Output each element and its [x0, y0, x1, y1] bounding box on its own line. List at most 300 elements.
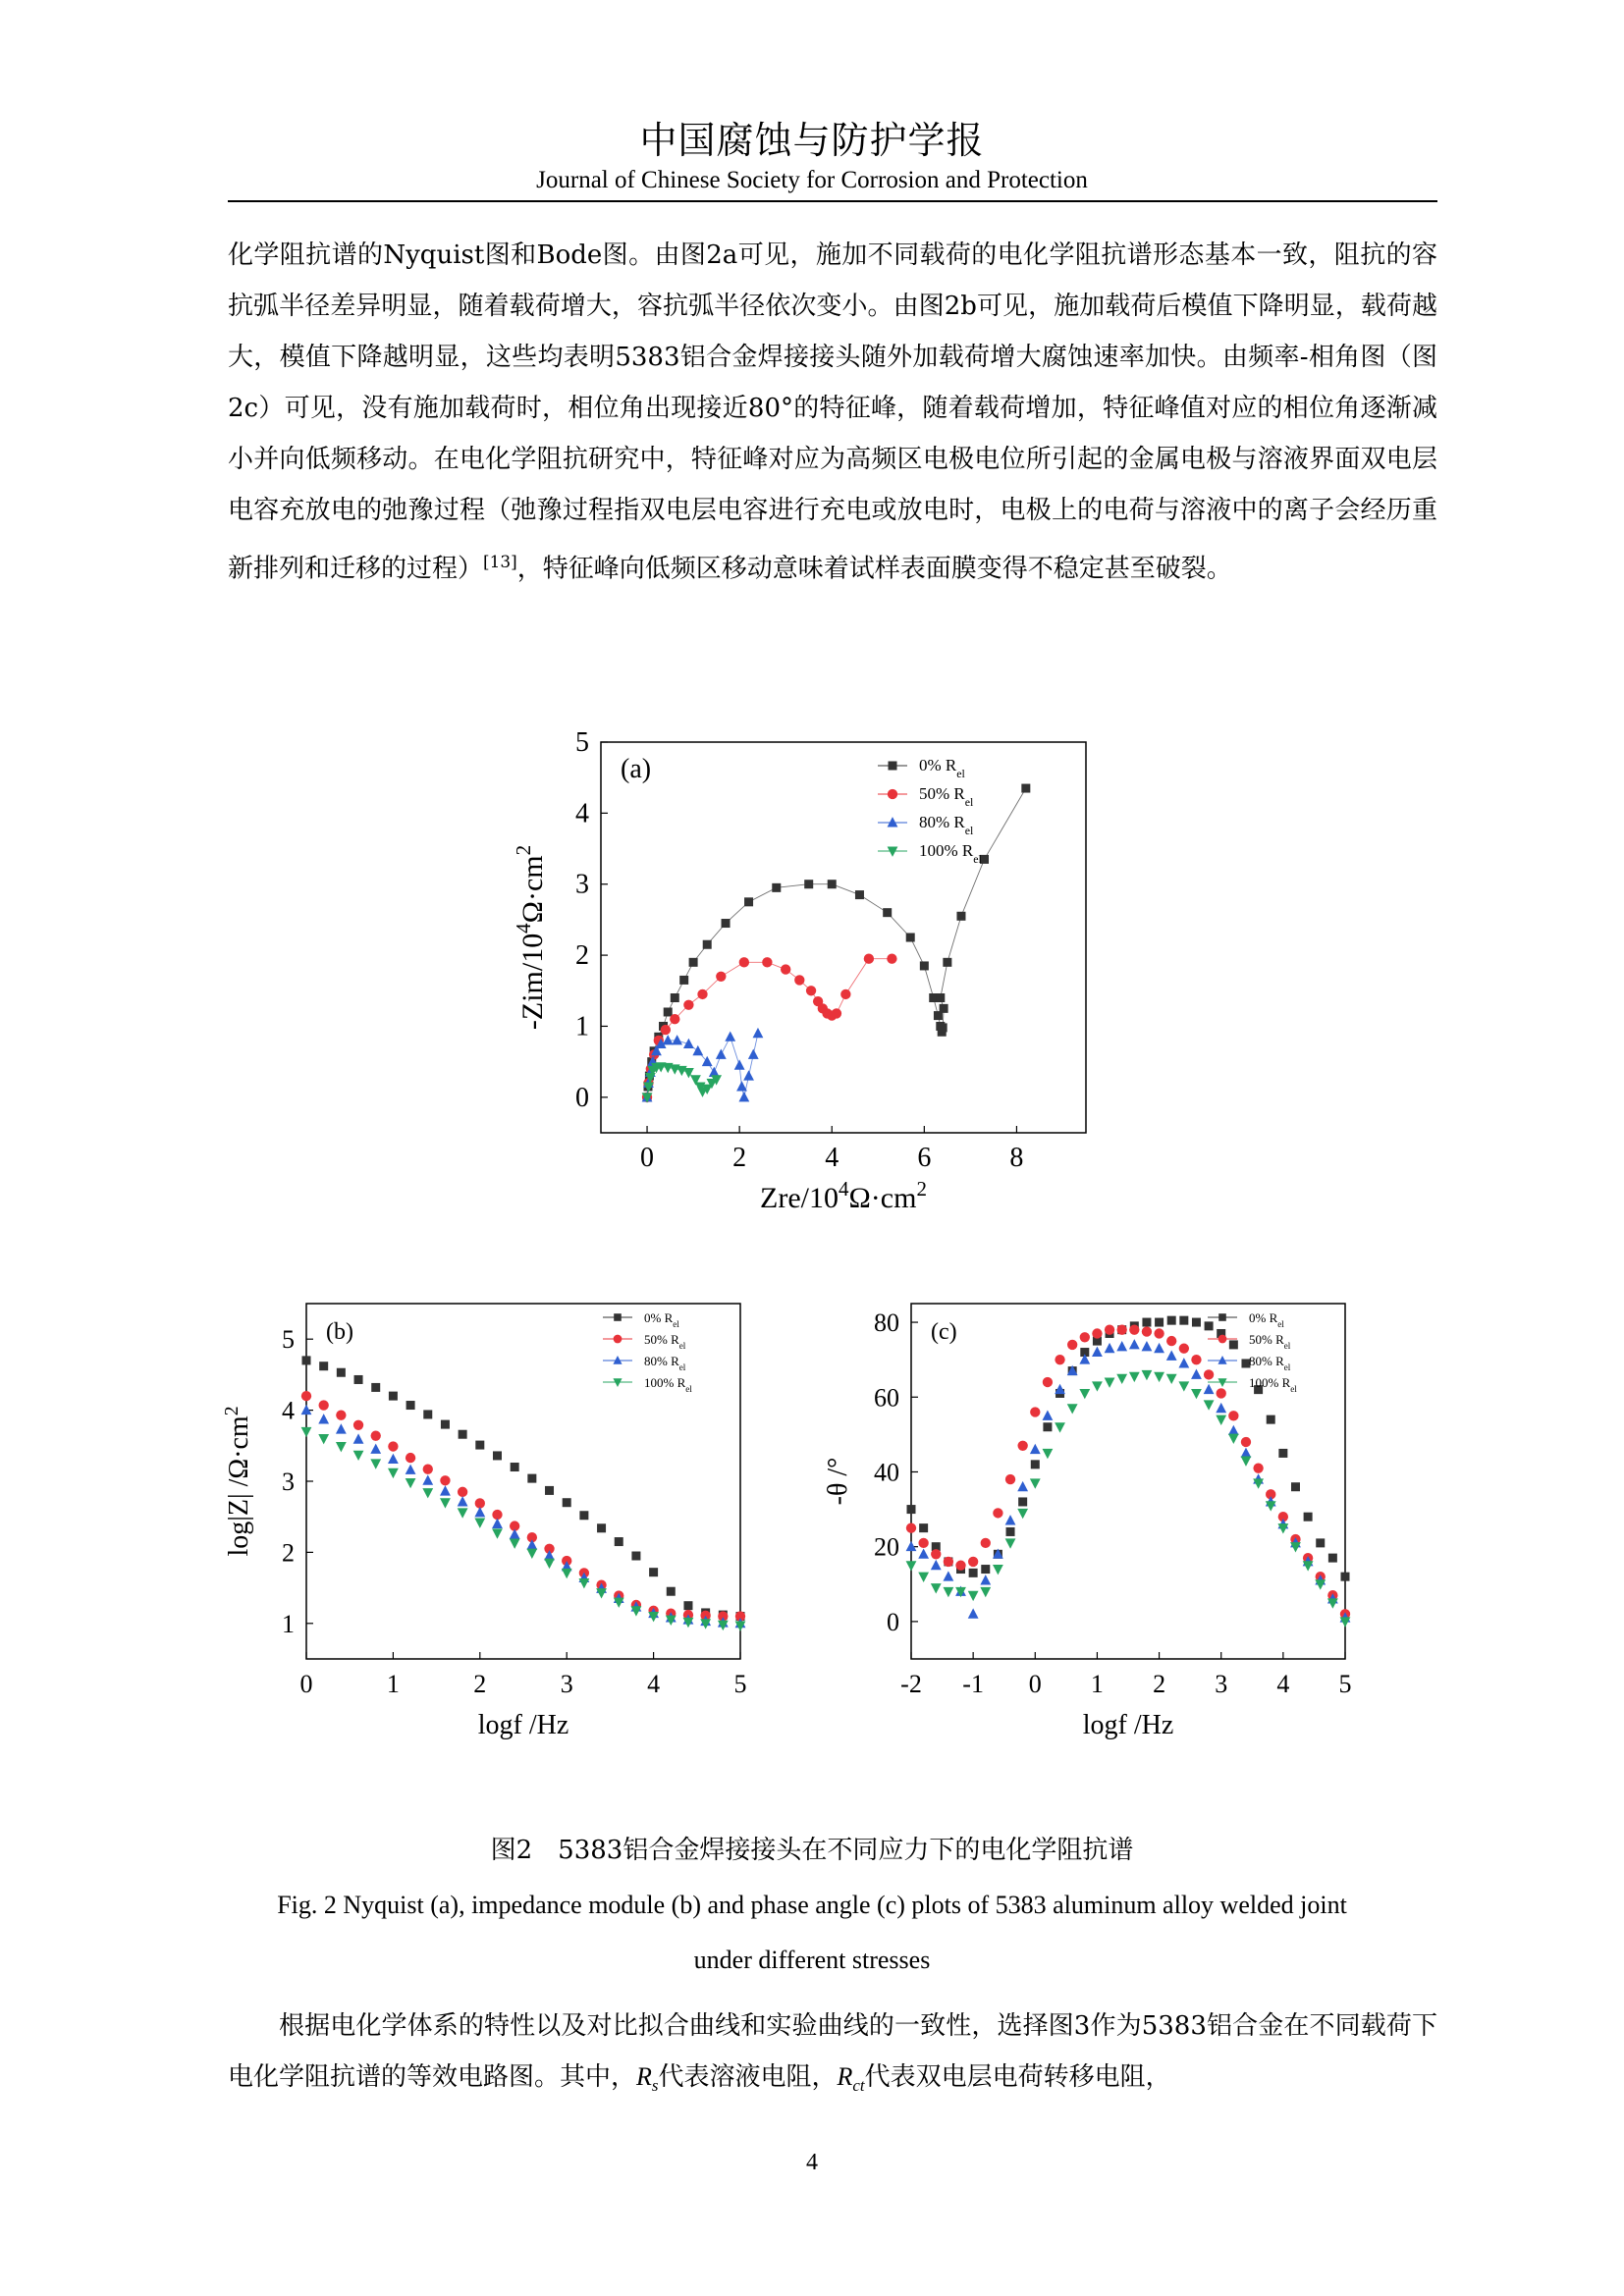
y-axis-label: log|Z| $/\Omega\cdot cm^2$	[221, 1406, 254, 1557]
data-point	[781, 964, 790, 974]
data-point	[939, 1023, 947, 1032]
data-point	[1043, 1449, 1054, 1459]
y-tick-label: 2	[575, 940, 589, 972]
data-point	[1092, 1328, 1102, 1338]
x-tick-label: 8	[1009, 1143, 1024, 1173]
data-point	[1092, 1381, 1103, 1391]
data-point	[370, 1459, 381, 1468]
legend-marker	[888, 847, 898, 857]
data-point	[545, 1486, 554, 1495]
data-point	[919, 1523, 928, 1532]
data-point	[918, 1538, 928, 1548]
data-point	[510, 1538, 520, 1548]
y-axis-label: -θ /°	[823, 1457, 853, 1506]
data-point	[389, 1392, 398, 1401]
data-point	[980, 1575, 991, 1584]
data-point	[388, 1468, 399, 1478]
data-point	[1328, 1554, 1337, 1563]
legend-marker	[888, 789, 897, 799]
data-point	[1179, 1316, 1188, 1325]
x-tick-label: 0	[1028, 1670, 1042, 1698]
data-point	[918, 1548, 929, 1558]
legend-marker	[889, 762, 897, 771]
figure-2	[0, 717, 1624, 1806]
symbol-rs	[636, 2062, 659, 2096]
data-point	[1154, 1343, 1164, 1353]
x-tick-label: 4	[647, 1670, 661, 1698]
data-point	[1228, 1411, 1238, 1420]
data-point	[981, 1565, 990, 1574]
paragraph-2	[228, 2001, 1437, 2111]
legend-entry	[878, 813, 974, 837]
x-tick-label: 3	[560, 1670, 573, 1698]
data-point	[527, 1474, 536, 1483]
data-point	[670, 1014, 679, 1024]
data-point	[440, 1498, 451, 1508]
x-tick-label: 2	[1153, 1670, 1166, 1698]
data-point	[832, 1008, 841, 1018]
x-tick-label: 5	[1338, 1670, 1352, 1698]
data-point	[1191, 1389, 1202, 1399]
data-point	[371, 1430, 381, 1440]
data-point	[772, 883, 781, 892]
data-point	[722, 919, 731, 928]
legend-label: 50% $R_{el}$	[919, 784, 974, 809]
data-point	[1067, 1340, 1077, 1350]
data-point	[353, 1420, 363, 1430]
data-point	[683, 1601, 692, 1610]
x-tick-label: 0	[299, 1670, 313, 1698]
data-point	[1229, 1340, 1238, 1349]
data-point	[993, 1565, 1003, 1575]
data-point	[510, 1528, 520, 1538]
data-point	[1241, 1437, 1251, 1447]
data-point	[743, 1070, 754, 1080]
data-point	[955, 1561, 965, 1571]
data-point	[406, 1453, 415, 1463]
data-point	[716, 972, 726, 982]
data-point	[1142, 1341, 1153, 1351]
data-point	[440, 1485, 451, 1495]
data-point	[1031, 1460, 1040, 1468]
data-point	[318, 1414, 329, 1423]
data-point	[336, 1442, 347, 1452]
data-point	[661, 1025, 671, 1035]
data-point	[1017, 1509, 1028, 1519]
data-point	[1291, 1482, 1300, 1491]
data-point	[738, 1092, 749, 1101]
data-point	[804, 880, 813, 888]
data-point	[1021, 784, 1030, 793]
data-point	[943, 1587, 953, 1597]
panel-label: (c)	[931, 1319, 957, 1345]
data-point	[943, 958, 951, 967]
data-point	[301, 1391, 311, 1401]
data-point	[354, 1375, 363, 1384]
data-point	[319, 1400, 329, 1410]
data-point	[579, 1511, 588, 1520]
data-point	[683, 1039, 694, 1048]
data-point	[1080, 1332, 1090, 1342]
journal-title-en: Journal of Chinese Society for Corrosion and Protection	[536, 167, 1088, 193]
y-tick-label: 20	[874, 1532, 899, 1562]
chart-panel-c	[823, 1304, 1352, 1740]
data-point	[968, 1608, 979, 1618]
data-point	[993, 1508, 1002, 1518]
data-point	[1178, 1358, 1189, 1367]
data-point	[1155, 1318, 1164, 1327]
data-point	[1192, 1318, 1201, 1327]
data-point	[943, 1571, 953, 1580]
y-tick-label: 5	[282, 1325, 295, 1355]
data-point	[864, 954, 874, 964]
data-point	[1267, 1415, 1275, 1424]
y-tick-label: 0	[575, 1082, 589, 1113]
data-point	[679, 976, 688, 985]
data-point	[940, 1004, 948, 1013]
x-tick-label: -1	[962, 1670, 984, 1698]
data-point	[336, 1410, 346, 1419]
data-point	[406, 1401, 415, 1410]
reference-13[interactable]: [13]	[483, 552, 517, 571]
x-tick-label: 3	[1215, 1670, 1228, 1698]
legend-label: 0% $R_{el}$	[919, 756, 965, 780]
data-point	[1304, 1513, 1313, 1522]
data-point	[744, 897, 753, 906]
legend-label: 50% $R_{el}$	[644, 1332, 686, 1351]
data-point	[671, 993, 679, 1002]
data-point	[631, 1552, 640, 1561]
legend-label: 100% $R_{el}$	[644, 1375, 692, 1394]
figure-caption-cn: 图2 5383铝合金焊接接头在不同应力下的电化学阻抗谱	[490, 1836, 1134, 1865]
data-point	[683, 1000, 693, 1010]
data-point	[526, 1549, 537, 1559]
data-point	[1191, 1369, 1202, 1379]
x-tick-label: 4	[825, 1143, 839, 1173]
data-point	[664, 1007, 673, 1016]
symbol-rs-r: R	[636, 2062, 652, 2091]
data-point	[968, 1557, 978, 1567]
data-point	[736, 1081, 747, 1091]
data-point	[649, 1568, 658, 1576]
data-point	[474, 1507, 485, 1517]
data-point	[1018, 1497, 1027, 1506]
legend-marker	[1218, 1335, 1227, 1344]
data-point	[739, 957, 749, 967]
y-tick-label: 3	[575, 869, 589, 900]
paragraph-2-part-b: 代表溶液电阻，	[658, 2062, 838, 2092]
legend-label: 50% $R_{el}$	[1249, 1332, 1291, 1351]
data-point	[422, 1474, 433, 1484]
data-point	[336, 1423, 347, 1433]
y-tick-label: 1	[575, 1011, 589, 1042]
data-point	[578, 1578, 589, 1588]
data-point	[1067, 1404, 1078, 1414]
data-point	[1191, 1355, 1201, 1364]
data-point	[968, 1591, 979, 1601]
data-point	[353, 1451, 364, 1461]
symbol-rct	[837, 2062, 865, 2096]
x-tick-label: 2	[732, 1143, 747, 1173]
legend-entry	[1208, 1310, 1284, 1329]
data-point	[1205, 1321, 1214, 1330]
data-point	[301, 1427, 312, 1437]
journal-title-cn: 中国腐蚀与防护学报	[639, 119, 985, 162]
data-point	[388, 1454, 399, 1464]
data-point	[906, 934, 915, 942]
data-point	[459, 1430, 467, 1439]
legend-label: 100% $R_{el}$	[919, 841, 982, 866]
data-point	[1030, 1444, 1041, 1454]
legend-entry	[878, 841, 983, 866]
data-point	[855, 890, 864, 899]
data-point	[1316, 1538, 1325, 1547]
data-point	[1216, 1403, 1226, 1413]
data-point	[319, 1362, 328, 1370]
data-point	[1154, 1372, 1164, 1382]
legend-label: 0% $R_{el}$	[1249, 1310, 1284, 1329]
legend-label: 80% $R_{el}$	[919, 813, 974, 837]
data-point	[1142, 1370, 1153, 1380]
data-point	[1079, 1389, 1090, 1399]
data-point	[458, 1487, 467, 1497]
data-point	[1228, 1434, 1239, 1444]
data-point	[492, 1528, 503, 1538]
data-point	[1278, 1449, 1287, 1458]
data-point	[918, 1573, 929, 1582]
data-point	[931, 1560, 942, 1570]
legend-marker	[613, 1356, 622, 1364]
data-point	[406, 1478, 416, 1488]
data-point	[1166, 1374, 1177, 1384]
data-point	[920, 961, 929, 970]
x-tick-label: 0	[640, 1143, 655, 1173]
legend-label: 100% $R_{el}$	[1249, 1375, 1297, 1394]
data-point	[906, 1541, 917, 1551]
data-point	[1105, 1324, 1114, 1334]
x-tick-label: 1	[1090, 1670, 1104, 1698]
y-tick-label: 4	[575, 798, 589, 829]
data-point	[981, 1538, 991, 1548]
data-point	[458, 1496, 468, 1506]
data-point	[672, 1035, 682, 1044]
legend-marker	[1218, 1356, 1226, 1364]
page-number: 4	[806, 2150, 818, 2175]
data-point	[980, 1587, 991, 1597]
data-point	[906, 1522, 916, 1532]
data-point	[1005, 1538, 1016, 1548]
data-point	[370, 1444, 381, 1454]
data-point	[302, 1356, 311, 1364]
data-point	[1166, 1336, 1176, 1346]
data-point	[1116, 1341, 1127, 1351]
legend-label: 0% $R_{el}$	[644, 1310, 679, 1329]
data-point	[883, 908, 892, 917]
data-point	[1055, 1355, 1064, 1364]
legend-entry	[1208, 1354, 1291, 1372]
data-point	[1204, 1400, 1215, 1410]
data-point	[748, 1049, 759, 1059]
x-tick-label: 2	[473, 1670, 487, 1698]
legend-entry	[603, 1332, 686, 1351]
data-point	[440, 1475, 450, 1485]
x-axis-label: logf /Hz	[477, 1710, 569, 1740]
x-tick-label: 4	[1276, 1670, 1290, 1698]
data-point	[1129, 1372, 1140, 1382]
chart-panel-a	[512, 727, 1086, 1214]
data-point	[663, 1035, 674, 1044]
data-point	[1216, 1415, 1226, 1425]
x-tick-label: 1	[386, 1670, 400, 1698]
data-point	[441, 1420, 450, 1429]
data-point	[1167, 1316, 1176, 1325]
data-point	[697, 989, 707, 999]
legend-marker	[1218, 1313, 1226, 1321]
data-point	[725, 1031, 735, 1041]
data-point	[1092, 1347, 1103, 1357]
data-point	[1043, 1410, 1054, 1419]
x-tick-label: 5	[733, 1670, 747, 1698]
data-point	[526, 1539, 537, 1549]
data-point	[1055, 1422, 1065, 1432]
data-point	[1017, 1481, 1028, 1491]
data-point	[703, 940, 712, 949]
data-point	[544, 1559, 555, 1569]
data-point	[1178, 1381, 1189, 1391]
data-point	[301, 1405, 312, 1415]
data-point	[492, 1519, 503, 1528]
data-point	[1017, 1441, 1027, 1451]
plot-frame	[601, 742, 1086, 1133]
data-point	[1142, 1318, 1151, 1327]
data-point	[840, 989, 850, 999]
paragraph-2-part-c: 代表双电层电荷转移电阻，	[864, 2062, 1171, 2092]
legend-entry	[603, 1354, 686, 1372]
header-rule	[228, 200, 1437, 202]
data-point	[353, 1433, 364, 1443]
data-point	[1204, 1384, 1215, 1394]
legend-label: 80% $R_{el}$	[644, 1354, 686, 1372]
legend-entry	[603, 1375, 692, 1394]
data-point	[422, 1488, 433, 1498]
data-point	[1228, 1425, 1239, 1435]
x-tick-label: -2	[900, 1670, 922, 1698]
data-point	[475, 1441, 484, 1450]
data-point	[944, 1557, 953, 1567]
data-point	[1030, 1407, 1040, 1416]
symbol-rct-r: R	[837, 2062, 853, 2091]
data-point	[907, 1505, 916, 1514]
symbol-rs-sub: s	[651, 2076, 659, 2096]
paragraph-1	[228, 230, 1437, 595]
data-point	[1241, 1457, 1252, 1467]
data-point	[1217, 1388, 1226, 1398]
y-tick-label: 2	[282, 1538, 295, 1568]
data-point	[753, 1028, 764, 1038]
data-point	[969, 1569, 978, 1577]
panel-label: (a)	[621, 754, 652, 784]
data-point	[1154, 1328, 1164, 1338]
chart-panel-b	[222, 1304, 747, 1740]
data-point	[597, 1523, 606, 1532]
data-point	[337, 1368, 346, 1377]
data-point	[493, 1451, 502, 1460]
y-tick-label: 3	[282, 1468, 295, 1496]
y-tick-label: 5	[575, 727, 589, 758]
data-point	[1030, 1478, 1041, 1488]
data-point	[936, 993, 945, 1002]
data-point	[388, 1441, 398, 1451]
data-point	[716, 1049, 727, 1059]
data-point	[1043, 1377, 1053, 1387]
legend-marker	[613, 1378, 622, 1387]
data-point	[1166, 1350, 1177, 1360]
y-tick-label: 0	[887, 1607, 899, 1636]
legend-marker	[614, 1335, 623, 1344]
figure-caption-en: Fig. 2 Nyquist (a), impedance module (b) and phase angle (c) plots of 5383 aluminum alloy welded joint under different stresses	[277, 1891, 1347, 1974]
paragraph-1-end: ，特征峰向低频区移动意味着试样表面膜变得不稳定甚至破裂。	[516, 554, 1232, 584]
y-axis-label: $-Zim/10^4\Omega\cdot cm^2$	[512, 844, 549, 1031]
data-point	[828, 880, 837, 888]
x-axis-label: Zre/$10^4\Omega\cdot cm^2$	[760, 1177, 927, 1214]
y-tick-label: 4	[282, 1396, 295, 1425]
legend-entry	[878, 784, 974, 809]
panel-label: (b)	[326, 1319, 353, 1345]
data-point	[371, 1383, 380, 1392]
data-point	[1116, 1374, 1127, 1384]
data-point	[689, 958, 698, 967]
data-point	[956, 912, 965, 921]
data-point	[1005, 1515, 1016, 1524]
x-tick-label: 6	[917, 1143, 932, 1173]
x-axis-label: logf /Hz	[1082, 1710, 1174, 1740]
data-point	[1006, 1527, 1015, 1536]
legend-marker	[614, 1313, 622, 1321]
y-tick-label: 80	[874, 1308, 899, 1338]
data-point	[563, 1498, 571, 1507]
data-point	[474, 1518, 485, 1527]
data-point	[734, 1059, 745, 1069]
data-point	[1105, 1343, 1115, 1353]
data-point	[1005, 1474, 1015, 1484]
legend-label: 80% $R_{el}$	[1249, 1354, 1291, 1372]
data-point	[806, 986, 816, 995]
legend-entry	[878, 756, 966, 780]
data-point	[1253, 1463, 1263, 1472]
data-point	[692, 1045, 703, 1055]
data-point	[1129, 1324, 1139, 1334]
y-tick-label: 40	[874, 1458, 899, 1487]
data-point	[318, 1434, 329, 1444]
data-point	[406, 1465, 416, 1474]
data-point	[1241, 1448, 1252, 1458]
legend-entry	[603, 1310, 679, 1329]
data-point	[1341, 1573, 1350, 1581]
data-point	[423, 1410, 432, 1418]
data-point	[1204, 1369, 1214, 1379]
data-point	[1117, 1324, 1127, 1334]
paragraph-2-part-a: 根据电化学体系的特性以及对比拟合曲线和实验曲线的一致性，选择图3作为5383铝合金在不同载荷下电化学阻抗谱的等效电路图。其中，	[228, 2011, 1437, 2092]
symbol-rct-sub: ct	[852, 2076, 865, 2096]
data-point	[1043, 1422, 1052, 1431]
data-point	[596, 1588, 607, 1598]
data-point	[931, 1549, 941, 1559]
body-paragraph-2	[228, 2001, 1437, 2111]
data-point	[1142, 1326, 1152, 1336]
body-paragraph-1	[228, 230, 1437, 595]
data-point	[931, 1583, 942, 1593]
data-point	[1105, 1378, 1115, 1388]
